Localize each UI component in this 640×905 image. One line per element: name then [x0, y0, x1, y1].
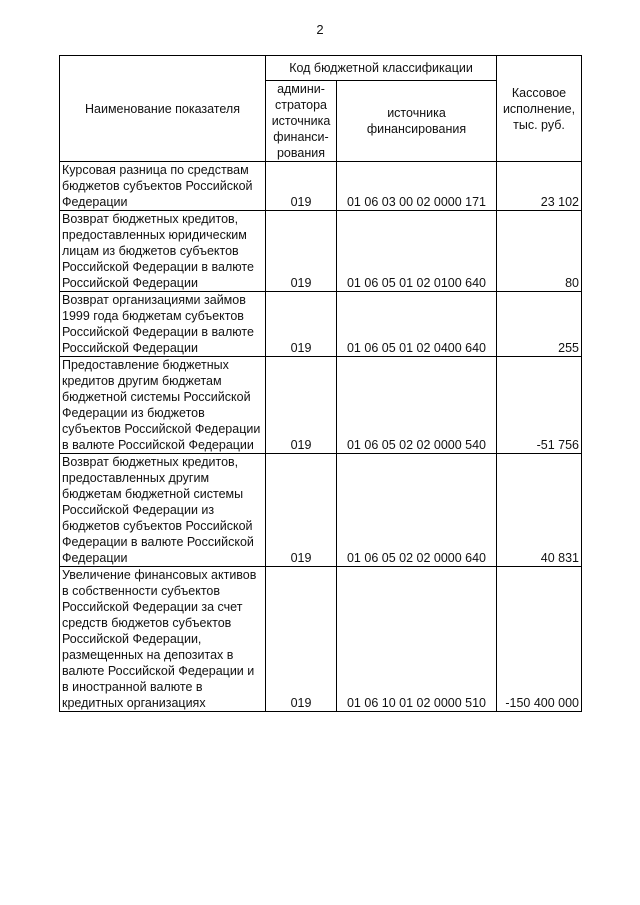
row-source-code: 01 06 10 01 02 0000 510 [337, 567, 497, 712]
table-row [60, 162, 582, 211]
row-amount: 40 831 [497, 454, 582, 567]
budget-table [59, 55, 582, 712]
row-amount: 255 [497, 292, 582, 357]
header-name: Наименование показателя [60, 56, 266, 162]
row-name: Возврат бюджетных кредитов, предоставленных другим бюджетам бюджетной системы Российской Федерации из бюджетов субъектов Российской Федерации в валюте Российской Федерации [60, 454, 266, 567]
table-row [60, 292, 582, 357]
row-name: Возврат бюджетных кредитов, предоставленных юридическим лицам из бюджетов субъектов Российской Федерации в валюте Российской Федерации [60, 211, 266, 292]
page-number: 2 [316, 22, 324, 37]
row-amount: 80 [497, 211, 582, 292]
header-source: источника финансирования [337, 81, 497, 162]
row-admin-code: 019 [266, 454, 337, 567]
table-row [60, 357, 582, 454]
row-name: Увеличение финансовых активов в собственности субъектов Российской Федерации за счет средств бюджетов субъектов Российской Федерации, размещенных на депозитах в валюте Российской Федерации и в иностранной валюте в кредитных организациях [60, 567, 266, 712]
row-source-code: 01 06 03 00 02 0000 171 [337, 162, 497, 211]
table-row [60, 567, 582, 712]
header-row [60, 56, 582, 81]
row-source-code: 01 06 05 02 02 0000 640 [337, 454, 497, 567]
header-admin: админи-стратора источника финанси-рования [266, 81, 337, 162]
header-amount: Кассовое исполнение, тыс. руб. [497, 56, 582, 162]
row-name: Курсовая разница по средствам бюджетов субъектов Российской Федерации [60, 162, 266, 211]
row-amount: 23 102 [497, 162, 582, 211]
row-source-code: 01 06 05 01 02 0400 640 [337, 292, 497, 357]
row-admin-code: 019 [266, 357, 337, 454]
row-amount: -51 756 [497, 357, 582, 454]
table-row [60, 211, 582, 292]
row-admin-code: 019 [266, 162, 337, 211]
header-classification: Код бюджетной классификации [266, 56, 497, 81]
row-name: Предоставление бюджетных кредитов другим бюджетам бюджетной системы Российской Федерации из бюджетов субъектов Российской Федерации в валюте Российской Федерации [60, 357, 266, 454]
row-source-code: 01 06 05 01 02 0100 640 [337, 211, 497, 292]
table-row [60, 454, 582, 567]
row-source-code: 01 06 05 02 02 0000 540 [337, 357, 497, 454]
row-admin-code: 019 [266, 567, 337, 712]
row-admin-code: 019 [266, 211, 337, 292]
row-admin-code: 019 [266, 292, 337, 357]
row-amount: -150 400 000 [497, 567, 582, 712]
row-name: Возврат организациями займов 1999 года бюджетам субъектов Российской Федерации в валюте Российской Федерации [60, 292, 266, 357]
